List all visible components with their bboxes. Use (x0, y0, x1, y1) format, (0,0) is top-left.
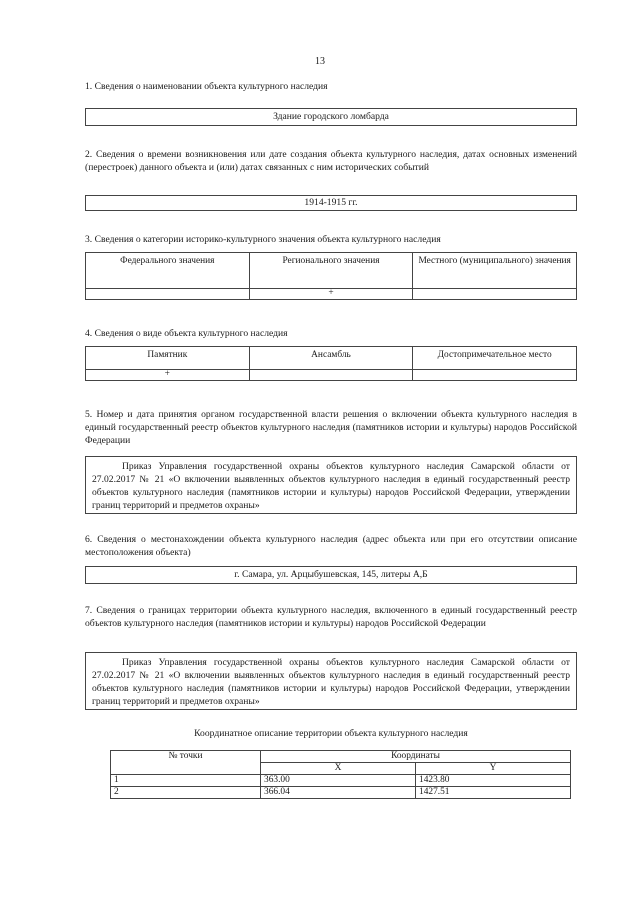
category-local-mark (413, 289, 577, 300)
section-7-value: Приказ Управления государственной охраны объектов культурного наследия Самарской области от 27.02.2017 № 21 «О включении выявленных объектов культурного наследия в единый государственный реестр объектов культурного наследия (памятников истории и культуры) народов Российской Федерации, утверждении границ территорий и предметов охраны» (85, 652, 577, 710)
section-7-heading: 7. Сведения о границах территории объекта культурного наследия, включенного в единый государственный реестр объектов культурного наследия (памятников истории и культуры) народов Российской Федерации (85, 605, 577, 629)
coords-x: 363.00 (261, 775, 416, 787)
coords-point: 2 (111, 787, 261, 799)
type-monument: Памятник (86, 347, 250, 370)
coords-header: Координаты (261, 751, 571, 763)
category-table (85, 252, 577, 300)
section-3-heading: 3. Сведения о категории историко-культурного значения объекта культурного наследия (85, 234, 441, 245)
type-landmark: Достопримечательное место (413, 347, 577, 370)
type-landmark-mark (413, 370, 577, 381)
coords-y-header: Y (416, 763, 571, 775)
table-row (111, 775, 571, 787)
coords-point: 1 (111, 775, 261, 787)
section-2-heading: 2. Сведения о времени возникновения или дате создания объекта культурного наследия, датах основных изменений (перестроек) данного объекта и (или) датах связанных с ним исторических событий (85, 149, 577, 173)
coords-table (110, 750, 571, 799)
coords-x-header: X (261, 763, 416, 775)
type-table (85, 346, 577, 381)
type-ensemble-mark (249, 370, 413, 381)
category-federal: Федерального значения (86, 253, 250, 289)
coords-y: 1427.51 (416, 787, 571, 799)
table-row (111, 787, 571, 799)
type-monument-mark: + (86, 370, 250, 381)
type-ensemble: Ансамбль (249, 347, 413, 370)
page-number: 13 (315, 56, 325, 67)
category-federal-mark (86, 289, 250, 300)
category-regional-mark: + (249, 289, 413, 300)
section-1-value: Здание городского ломбарда (85, 108, 577, 126)
section-2-value: 1914-1915 гг. (85, 195, 577, 211)
category-regional: Регионального значения (249, 253, 413, 289)
coords-x: 366.04 (261, 787, 416, 799)
section-5-value: Приказ Управления государственной охраны объектов культурного наследия Самарской области от 27.02.2017 № 21 «О включении выявленных объектов культурного наследия в единый государственный реестр объектов культурного наследия (памятников истории и культуры) народов Российской Федерации, утверждении границ территорий и предметов охраны» (85, 456, 577, 514)
section-5-heading: 5. Номер и дата принятия органом государственной власти решения о включении объекта культурного наследия в единый государственный реестр объектов культурного наследия (памятников истории и культуры) народов Российской Федерации (85, 409, 577, 446)
section-6-heading: 6. Сведения о местонахождении объекта культурного наследия (адрес объекта или при его отсутствии описание местоположения объекта) (85, 534, 577, 558)
category-local: Местного (муниципального) значения (413, 253, 577, 289)
section-1-heading: 1. Сведения о наименовании объекта культурного наследия (85, 81, 328, 92)
section-6-value: г. Самара, ул. Арцыбушевская, 145, литеры А,Б (85, 566, 577, 584)
coords-y: 1423.80 (416, 775, 571, 787)
section-4-heading: 4. Сведения о виде объекта культурного наследия (85, 328, 288, 339)
coords-point-header: № точки (111, 751, 261, 775)
coords-title: Координатное описание территории объекта культурного наследия (194, 728, 468, 739)
